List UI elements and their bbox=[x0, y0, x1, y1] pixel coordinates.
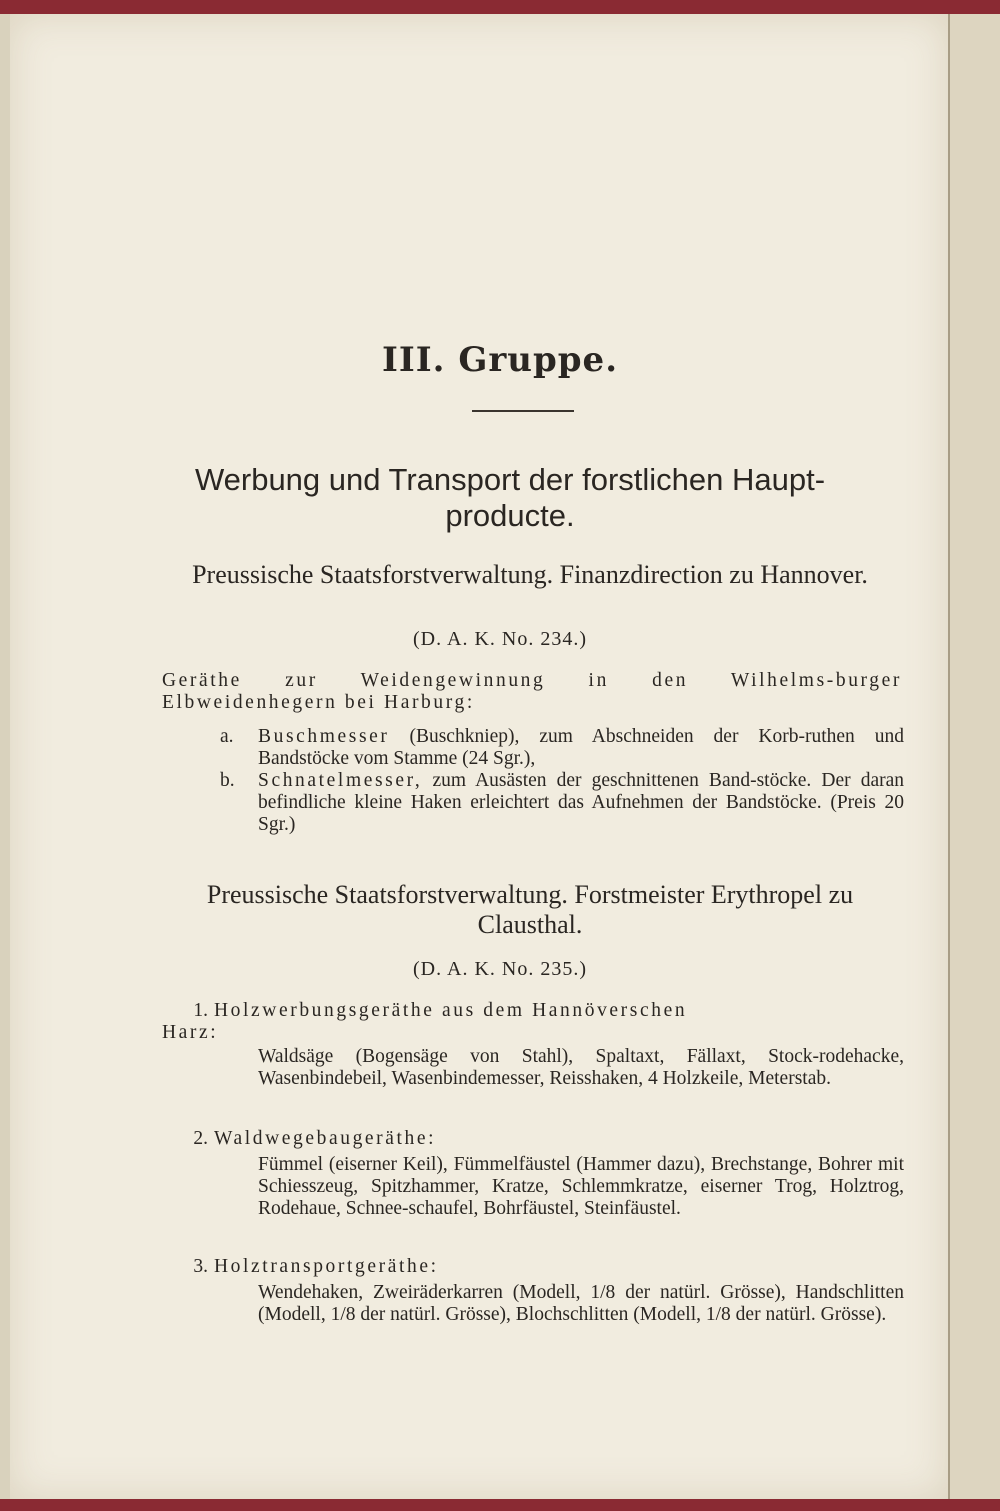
entry2-reference: (D. A. K. No. 235.) bbox=[413, 958, 587, 980]
entry2-section-1-heading bbox=[162, 1000, 904, 1022]
item-label: b. bbox=[220, 770, 235, 791]
entry2-section-3-body: Wendehaken, Zweiräderkarren (Modell, 1/8 der natürl. Grösse), Handschlitten (Modell, 1/8 der natürl. Grösse), Blochschlitten (Modell, 1/8 der natürl. Grösse). bbox=[258, 1282, 904, 1325]
book-edge-bottom bbox=[0, 1499, 1000, 1511]
section-number: 1. bbox=[193, 1000, 208, 1021]
item-text: (Buschkniep), zum Abschneiden der Korb-ruthen und Bandstöcke vom Stamme (24 Sgr.), bbox=[258, 726, 904, 769]
entry1-intro: Geräthe zur Weidengewinnung in den Wilhelms-burger Elbweidenhegern bei Harburg: bbox=[162, 670, 902, 713]
section-number: 2. bbox=[193, 1128, 208, 1149]
book-edge-top bbox=[0, 0, 1000, 14]
group-heading: III. Gruppe. bbox=[381, 340, 619, 380]
section-heading: Holztransportgeräthe: bbox=[214, 1256, 439, 1277]
entry2-section-3-heading bbox=[162, 1256, 904, 1278]
entry1-organization: Preussische Staatsforstverwaltung. Finanzdirection zu Hannover. bbox=[192, 560, 868, 589]
entry2-section-1-heading-cont: Harz: bbox=[162, 1022, 219, 1043]
entry1-item-a bbox=[220, 726, 904, 770]
divider-rule bbox=[472, 410, 574, 412]
item-name: Buschmesser bbox=[258, 726, 390, 747]
entry2-section-2-heading bbox=[162, 1128, 904, 1150]
section-heading: Holzwerbungsgeräthe aus dem Hannöverschen bbox=[214, 1000, 688, 1021]
section-number: 3. bbox=[193, 1256, 208, 1277]
item-text: zum Ausästen der geschnittenen Band-stöcke. Der daran befindliche kleine Haken erleichtert das Aufnehmen der Bandstöcke. (Preis 20 Sgr.) bbox=[258, 770, 904, 835]
section-heading: Waldwegebaugeräthe: bbox=[214, 1128, 437, 1149]
entry1-item-b bbox=[220, 770, 904, 836]
entry1-reference: (D. A. K. No. 234.) bbox=[413, 628, 587, 650]
entry2-organization: Preussische Staatsforstverwaltung. Forstmeister Erythropel zu Clausthal. bbox=[206, 880, 854, 939]
book-edge-right bbox=[948, 14, 1000, 1499]
entry2-section-1-body: Waldsäge (Bogensäge von Stahl), Spaltaxt, Fällaxt, Stock-rodehacke, Wasenbindebeil, Wasenbindemesser, Reisshaken, 4 Holzkeile, Meterstab. bbox=[258, 1046, 904, 1089]
item-name: Schnatelmesser, bbox=[258, 770, 423, 791]
section-title: Werbung und Transport der forstlichen Haupt-producte. bbox=[194, 462, 826, 533]
item-label: a. bbox=[220, 726, 234, 747]
entry2-section-2-body: Fümmel (eiserner Keil), Fümmelfäustel (Hammer dazu), Brechstange, Bohrer mit Schiesszeug, Spitzhammer, Kratze, Schlemmkratze, eiserner Trog, Holztrog, Rodehaue, Schnee-schaufel, Bohrfäustel, Steinfäustel. bbox=[258, 1154, 904, 1219]
